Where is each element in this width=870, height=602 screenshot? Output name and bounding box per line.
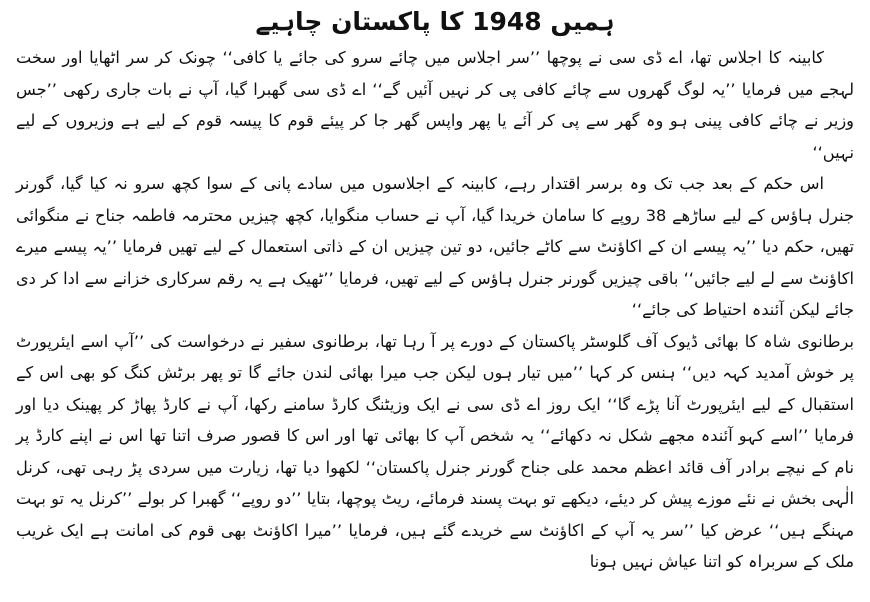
article-body <box>16 42 854 578</box>
paragraph-governor-house-expenses: اس حکم کے بعد جب تک وہ برسر اقتدار رہے، کابینہ کے اجلاسوں میں سادے پانی کے سوا کچھ سرو نہ کیا گیا، گورنر جنرل ہاؤس کے لیے ساڑھے 38 روپے کا سامان خریدا گیا، آپ نے حساب منگوایا، کچھ چیزیں محترمہ فاطمہ جناح نے منگوائی تھیں، حکم دیا ’’یہ پیسے ان کے اکاؤنٹ سے کاٹے جائیں، دو تین چیزیں ان کے ذاتی استعمال کے لیے تھیں فرمایا ’’یہ پیسے میرے اکاؤنٹ سے لے لیے جائیں‘‘ باقی چیزیں گورنر جنرل ہاؤس کے لیے تھیں، فرمایا ’’ٹھیک ہے یہ رقم سرکاری خزانے سے ادا کر دی جائے لیکن آئندہ احتیاط کی جائے‘‘ <box>16 174 854 319</box>
page-title: ہمیں 1948 کا پاکستان چاہیے <box>255 7 615 36</box>
paragraph-duke-and-brother: برطانوی شاہ کا بھائی ڈیوک آف گلوسٹر پاکستان کے دورے پر آ رہا تھا، برطانوی سفیر نے درخواست کی ’’آپ اسے ایئرپورٹ پر خوش آمدید کہہ دیں‘‘ ہنس کر کہا ’’میں تیار ہوں لیکن جب میرا بھائی لندن جائے گا تو پھر برٹش کنگ کو بھی اس کے استقبال کے لیے ایئرپورٹ آنا پڑے گا‘‘ ایک روز اے ڈی سی نے ایک وزیٹنگ کارڈ سامنے رکھا، آپ نے کارڈ پھاڑ کر پھینک دیا اور فرمایا ’’اسے کہو آئندہ مجھے شکل نہ دکھائے‘‘ یہ شخص آپ کا بھائی تھا اور اس کا قصور صرف اتنا تھا اس نے اپنے کارڈ پر نام کے نیچے برادر آف قائد اعظم محمد علی جناح گورنر جنرل پاکستان‘‘ لکھوا دیا تھا، زیارت میں سردی پڑ رہی تھی، کرنل الٰہی بخش نے نئے موزے پیش کر دیئے، دیکھے تو بہت پسند فرمائے، ریٹ پوچھا، بتایا ’’دو روپے‘‘ گھبرا کر بولے ’’کرنل یہ تو بہت مہنگے ہیں‘‘ عرض کیا ’’سر یہ آپ کے اکاؤنٹ سے خریدے گئے ہیں، فرمایا ’’میرا اکاؤنٹ بھی قوم کی امانت ہے ایک غریب ملک کے سربراہ کو اتنا عیاش نہیں ہونا <box>16 331 854 571</box>
paragraph-cabinet-tea: کابینہ کا اجلاس تھا، اے ڈی سی نے پوچھا ’’سر اجلاس میں چائے سرو کی جائے یا کافی‘‘ چونک کر سر اٹھایا اور سخت لہجے میں فرمایا ’’یہ لوگ گھروں سے چائے کافی پی کر نہیں آئیں گے‘‘ اے ڈی سی گھبرا گیا، آپ نے بات جاری رکھی ’’جس وزیر نے چائے کافی پینی ہو وہ گھر سے پی کر آئے یا پھر واپس گھر جا کر پیئے قوم کا پیسہ قوم کے لیے ہے وزیروں کے لیے نہیں‘‘ <box>16 48 854 162</box>
